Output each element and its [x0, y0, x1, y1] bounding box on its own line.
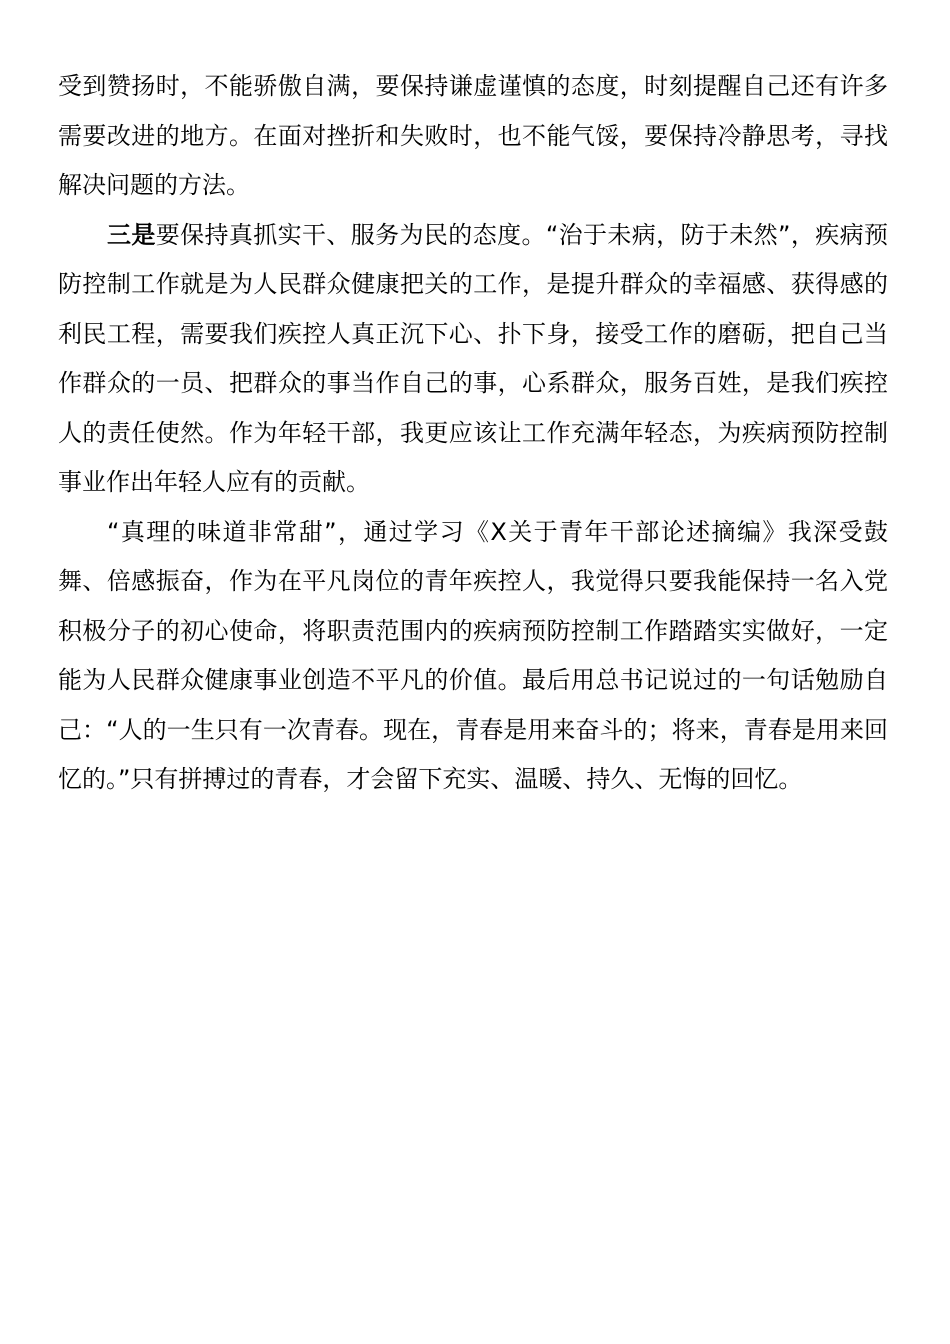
paragraph-lead-label: 三是 [107, 220, 156, 249]
paragraph-point-three [58, 211, 888, 508]
paragraph-conclusion: “真理的味道非常甜”，通过学习《X关于青年干部论述摘编》我深受鼓舞、倍感振奋，作为在平凡岗位的青年疾控人，我觉得只要我能保持一名入党积极分子的初心使命，将职责范围内的疾病预防控制工作踏踏实实做好，一定能为人民群众健康事业创造不平凡的价值。最后用总书记说过的一句话勉励自己：“人的一生只有一次青春。现在，青春是用来奋斗的；将来，青春是用来回忆的。”只有拼搏过的青春，才会留下充实、温暖、持久、无悔的回忆。 [58, 517, 888, 793]
paragraph-body: 要保持真抓实干、服务为民的态度。“治于未病，防于未然”，疾病预防控制工作就是为人民群众健康把关的工作，是提升群众的幸福感、获得感的利民工程，需要我们疾控人真正沉下心、扑下身，接受工作的磨砺，把自己当作群众的一员、把群众的事当作自己的事，心系群众，服务百姓，是我们疾控人的责任使然。作为年轻干部，我更应该让工作充满年轻态，为疾病预防控制事业作出年轻人应有的贡献。 [58, 220, 888, 496]
paragraph-continuation: 受到赞扬时，不能骄傲自满，要保持谦虚谨慎的态度，时刻提醒自己还有许多需要改进的地方。在面对挫折和失败时，也不能气馁，要保持冷静思考，寻找解决问题的方法。 [58, 72, 888, 199]
document-page [58, 62, 888, 805]
